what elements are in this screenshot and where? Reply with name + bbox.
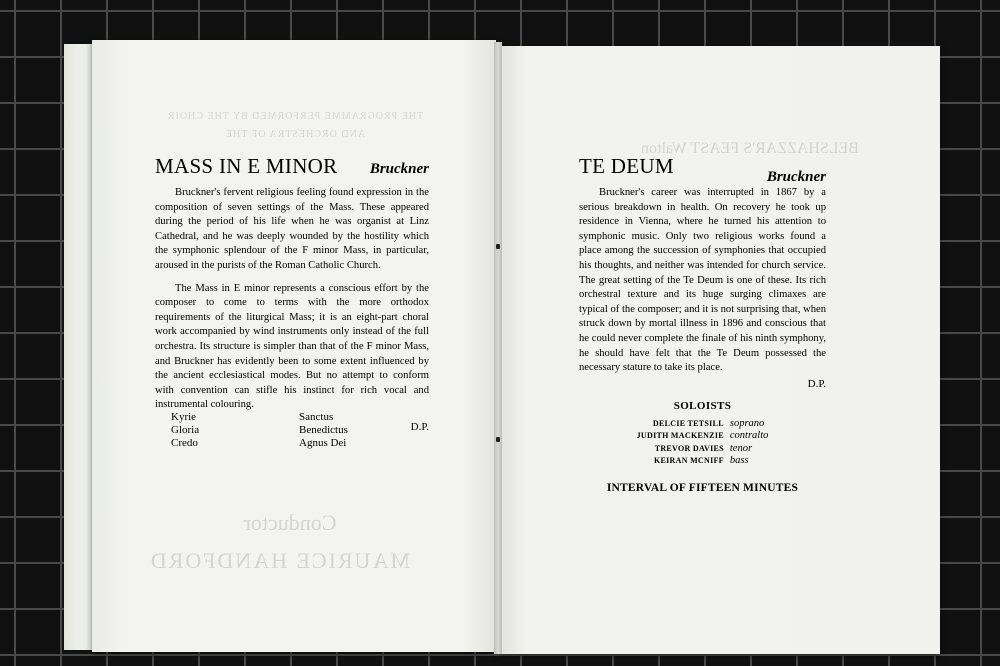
left-heading [155,154,429,179]
show-through-conductor-label: Conductor [243,510,337,535]
soloists-table [634,418,772,468]
soloist-voice: contralto [729,430,769,442]
soloist-voice: tenor [729,442,753,454]
staple-bottom [496,437,500,442]
soloist-row [634,455,772,468]
composer-name: Bruckner [766,169,826,185]
work-title: MASS IN E MINOR [155,154,338,178]
movement-item: Sanctus [299,411,334,423]
soloist-name: DELCIE TETSILL [652,418,724,428]
soloist-voice: bass [729,455,749,467]
movements-column [171,411,299,450]
movements-list [171,411,427,450]
movement-item: Benedictus [299,424,348,436]
soloist-row [634,418,772,431]
author-initials: D.P. [410,420,429,433]
notes-paragraph: Bruckner's career was interrupted in 1867 by a serious breakdown in health. On recovery he took up residence in Vienna, where he turned his attention to symphonic music. Only two religious works found a place among the succession of symphonies that occupied his thoughts, and neither was intended for church service. The great setting of the Te Deum is one of these. Its rich orchestral texture and its huge surging climaxes are typical of the composer; and it is not surprising that, when struck down by mortal illness in 1896 and conscious that he could never complete the finale of his ninth symphony, he should have felt that the Te Deum possessed the necessary stature to take its place. [579,187,826,374]
booklet-spine [494,42,502,654]
soloist-name: JUDITH MACKENZIE [636,431,724,441]
movement-item: Kyrie [171,411,197,423]
work-title: TE DEUM [579,154,674,178]
soloist-name: KEIRAN MCNIFF [653,456,724,466]
soloist-row [634,443,772,456]
author-initials: D.P. [807,377,826,390]
right-notes [579,186,826,494]
movement-item: Agnus Dei [299,437,347,449]
soloist-row [634,430,772,443]
left-notes [155,186,429,433]
show-through-header: THE PROGRAMME PERFORMED BY THE CHOIR AND ORCHESTRA OF THE [166,111,424,140]
notes-paragraph: The Mass in E minor represents a conscious effort by the composer to come to terms with the more orthodox requirements of the liturgical Mass; it is an eight-part choral work accompanied by wind instruments only instead of the full orchestra. Its structure is simpler than that of the F minor Mass, and Bruckner has evidently been to some extent influenced by the ancient ecclesiastical modes. But no attempt to conform with convention can stifle his instinct for rich vocal and instrumental colouring. [155,282,429,411]
soloist-name: TREVOR DAVIES [654,443,724,453]
movements-column [299,411,427,450]
interval-notice: INTERVAL OF FIFTEEN MINUTES [606,481,799,494]
composer-name: Bruckner [369,161,429,177]
right-heading [579,154,826,185]
soloist-voice: soprano [729,417,765,429]
movement-item: Credo [171,437,198,449]
staple-top [496,244,500,249]
soloists-heading: SOLOISTS [673,399,732,412]
movement-item: Gloria [171,424,200,436]
notes-paragraph: Bruckner's fervent religious feeling found expression in the composition of seven settings of the Mass. These appeared during the period of his life when he was organist at Linz Cathedral, and he was deeply wounded by the hostility which the symphonic splendour of the F minor Mass, in particular, aroused in the purists of the Roman Catholic Church. [155,187,429,271]
show-through-title: BELSHAZZAR'S FEAST Walton [641,140,859,157]
show-through-conductor-name: MAURICE HANDFORD [148,548,410,573]
